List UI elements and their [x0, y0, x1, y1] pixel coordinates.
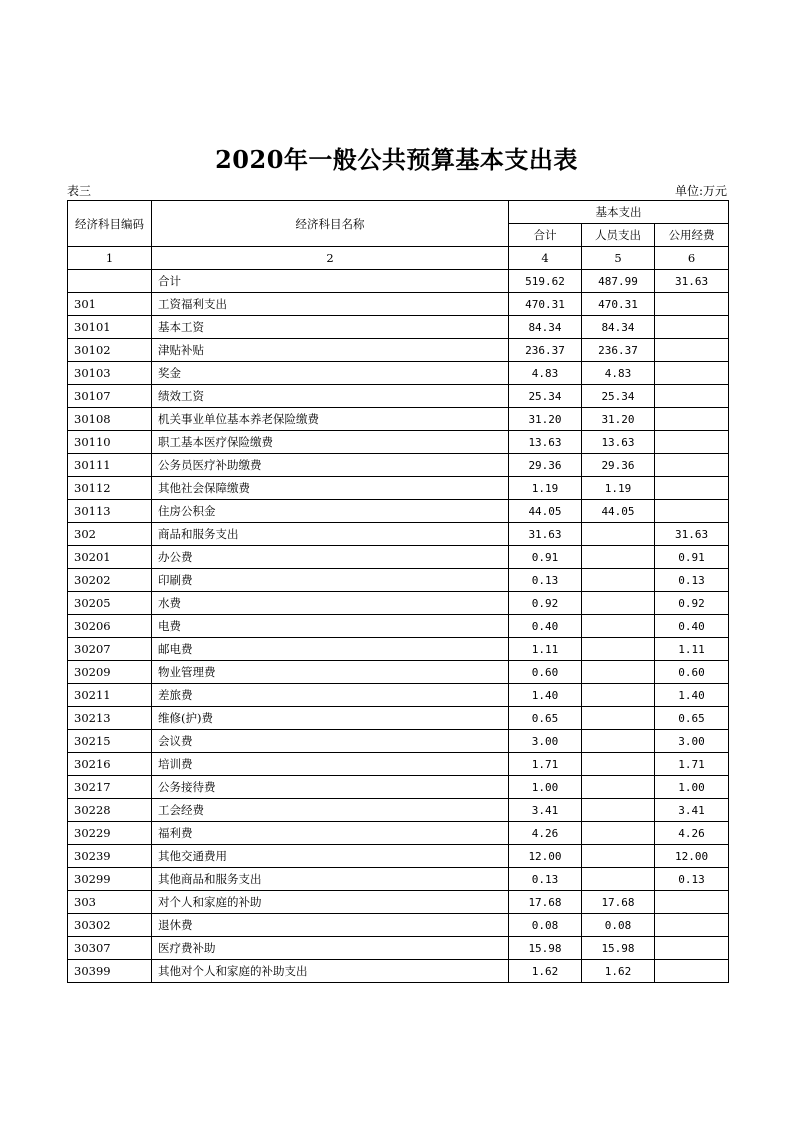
cell-public [655, 960, 729, 983]
cell-personnel [582, 523, 655, 546]
table-row [68, 638, 729, 661]
cell-name: 邮电费 [152, 638, 509, 661]
cell-public: 31.63 [655, 523, 729, 546]
cell-personnel [582, 753, 655, 776]
cell-total: 25.34 [509, 385, 582, 408]
cell-personnel [582, 799, 655, 822]
table-label: 表三 [67, 184, 92, 198]
cell-total: 4.83 [509, 362, 582, 385]
cell-public [655, 408, 729, 431]
cell-public [655, 385, 729, 408]
cell-personnel [582, 661, 655, 684]
cell-total: 12.00 [509, 845, 582, 868]
cell-name: 物业管理费 [152, 661, 509, 684]
cell-name: 会议费 [152, 730, 509, 753]
cell-total: 84.34 [509, 316, 582, 339]
cell-name: 公务接待费 [152, 776, 509, 799]
cell-public [655, 891, 729, 914]
table-row [68, 914, 729, 937]
table-row [68, 408, 729, 431]
cell-public: 0.13 [655, 569, 729, 592]
cell-public [655, 477, 729, 500]
cell-code: 30111 [68, 454, 152, 477]
cell-personnel: 15.98 [582, 937, 655, 960]
cell-total: 1.00 [509, 776, 582, 799]
cell-code: 301 [68, 293, 152, 316]
header-public: 公用经费 [655, 224, 729, 247]
table-row [68, 592, 729, 615]
cell-name: 津贴补贴 [152, 339, 509, 362]
page-title: 2020年一般公共预算基本支出表 [215, 145, 578, 174]
cell-name: 医疗费补助 [152, 937, 509, 960]
cell-code: 30103 [68, 362, 152, 385]
cell-code: 30209 [68, 661, 152, 684]
cell-public [655, 293, 729, 316]
cell-total: 44.05 [509, 500, 582, 523]
cell-personnel [582, 638, 655, 661]
index-code: 1 [68, 247, 152, 270]
cell-total: 1.11 [509, 638, 582, 661]
cell-total: 3.41 [509, 799, 582, 822]
budget-table [67, 200, 729, 983]
cell-code: 302 [68, 523, 152, 546]
cell-name: 电费 [152, 615, 509, 638]
cell-name: 合计 [152, 270, 509, 293]
cell-code: 30213 [68, 707, 152, 730]
cell-public [655, 316, 729, 339]
cell-personnel: 470.31 [582, 293, 655, 316]
cell-total: 1.62 [509, 960, 582, 983]
cell-code: 30207 [68, 638, 152, 661]
cell-name: 办公费 [152, 546, 509, 569]
cell-code: 30110 [68, 431, 152, 454]
table-row [68, 385, 729, 408]
cell-public: 1.00 [655, 776, 729, 799]
table-row [68, 316, 729, 339]
cell-public: 0.65 [655, 707, 729, 730]
cell-public: 4.26 [655, 822, 729, 845]
cell-code: 30216 [68, 753, 152, 776]
cell-name: 工资福利支出 [152, 293, 509, 316]
cell-personnel [582, 776, 655, 799]
cell-public [655, 937, 729, 960]
cell-personnel: 236.37 [582, 339, 655, 362]
cell-code: 30202 [68, 569, 152, 592]
header-row-1 [68, 201, 729, 224]
cell-total: 1.71 [509, 753, 582, 776]
cell-name: 工会经费 [152, 799, 509, 822]
cell-code: 30302 [68, 914, 152, 937]
table-body [68, 270, 729, 983]
cell-personnel [582, 822, 655, 845]
cell-personnel: 1.19 [582, 477, 655, 500]
cell-personnel [582, 615, 655, 638]
cell-code [68, 270, 152, 293]
cell-public: 0.60 [655, 661, 729, 684]
unit-label: 单位:万元 [674, 184, 727, 198]
table-row [68, 546, 729, 569]
cell-code: 30205 [68, 592, 152, 615]
table-row [68, 868, 729, 891]
table-row [68, 891, 729, 914]
cell-code: 303 [68, 891, 152, 914]
cell-total: 0.92 [509, 592, 582, 615]
cell-total: 3.00 [509, 730, 582, 753]
cell-personnel: 25.34 [582, 385, 655, 408]
cell-name: 机关事业单位基本养老保险缴费 [152, 408, 509, 431]
cell-code: 30299 [68, 868, 152, 891]
cell-personnel: 1.62 [582, 960, 655, 983]
cell-total: 13.63 [509, 431, 582, 454]
cell-public: 0.13 [655, 868, 729, 891]
cell-personnel: 0.08 [582, 914, 655, 937]
cell-name: 对个人和家庭的补助 [152, 891, 509, 914]
table-row [68, 270, 729, 293]
cell-personnel [582, 730, 655, 753]
cell-name: 福利费 [152, 822, 509, 845]
cell-total: 0.08 [509, 914, 582, 937]
cell-public [655, 431, 729, 454]
cell-total: 236.37 [509, 339, 582, 362]
table-row [68, 845, 729, 868]
header-name: 经济科目名称 [152, 201, 509, 247]
cell-total: 0.65 [509, 707, 582, 730]
cell-personnel: 31.20 [582, 408, 655, 431]
cell-public: 0.91 [655, 546, 729, 569]
cell-name: 培训费 [152, 753, 509, 776]
cell-name: 住房公积金 [152, 500, 509, 523]
cell-code: 30229 [68, 822, 152, 845]
cell-personnel [582, 684, 655, 707]
cell-personnel: 44.05 [582, 500, 655, 523]
header-index-row [68, 247, 729, 270]
cell-code: 30101 [68, 316, 152, 339]
table-row [68, 454, 729, 477]
table-row [68, 362, 729, 385]
index-name: 2 [152, 247, 509, 270]
cell-total: 31.20 [509, 408, 582, 431]
cell-personnel: 13.63 [582, 431, 655, 454]
cell-public: 3.00 [655, 730, 729, 753]
cell-name: 差旅费 [152, 684, 509, 707]
cell-code: 30112 [68, 477, 152, 500]
cell-public [655, 339, 729, 362]
table-row [68, 937, 729, 960]
cell-code: 30239 [68, 845, 152, 868]
cell-total: 31.63 [509, 523, 582, 546]
cell-public [655, 362, 729, 385]
cell-public: 12.00 [655, 845, 729, 868]
table-row [68, 684, 729, 707]
cell-total: 0.40 [509, 615, 582, 638]
cell-total: 1.19 [509, 477, 582, 500]
cell-total: 0.91 [509, 546, 582, 569]
table-row [68, 293, 729, 316]
index-personnel: 5 [582, 247, 655, 270]
table-row [68, 776, 729, 799]
table-row [68, 339, 729, 362]
cell-code: 30215 [68, 730, 152, 753]
cell-personnel [582, 592, 655, 615]
cell-code: 30217 [68, 776, 152, 799]
cell-personnel: 487.99 [582, 270, 655, 293]
cell-code: 30108 [68, 408, 152, 431]
cell-code: 30201 [68, 546, 152, 569]
index-public: 6 [655, 247, 729, 270]
cell-public [655, 914, 729, 937]
table-row [68, 960, 729, 983]
header-personnel: 人员支出 [582, 224, 655, 247]
cell-public: 3.41 [655, 799, 729, 822]
cell-name: 其他交通费用 [152, 845, 509, 868]
cell-code: 30307 [68, 937, 152, 960]
table-row [68, 707, 729, 730]
cell-code: 30211 [68, 684, 152, 707]
cell-personnel: 29.36 [582, 454, 655, 477]
table-row [68, 730, 729, 753]
cell-personnel [582, 868, 655, 891]
cell-name: 绩效工资 [152, 385, 509, 408]
cell-public: 1.11 [655, 638, 729, 661]
table-row [68, 799, 729, 822]
table-row [68, 661, 729, 684]
cell-total: 4.26 [509, 822, 582, 845]
table-row [68, 477, 729, 500]
cell-code: 30399 [68, 960, 152, 983]
table-row [68, 569, 729, 592]
cell-code: 30206 [68, 615, 152, 638]
table-row [68, 500, 729, 523]
cell-total: 17.68 [509, 891, 582, 914]
table-row [68, 753, 729, 776]
cell-code: 30113 [68, 500, 152, 523]
cell-personnel [582, 569, 655, 592]
cell-code: 30102 [68, 339, 152, 362]
cell-name: 维修(护)费 [152, 707, 509, 730]
cell-name: 基本工资 [152, 316, 509, 339]
index-total: 4 [509, 247, 582, 270]
header-basic: 基本支出 [509, 201, 729, 224]
cell-total: 1.40 [509, 684, 582, 707]
cell-name: 退休费 [152, 914, 509, 937]
cell-name: 其他对个人和家庭的补助支出 [152, 960, 509, 983]
cell-personnel: 4.83 [582, 362, 655, 385]
cell-total: 15.98 [509, 937, 582, 960]
table-row [68, 822, 729, 845]
table-row [68, 615, 729, 638]
table-row [68, 431, 729, 454]
cell-total: 0.60 [509, 661, 582, 684]
cell-total: 519.62 [509, 270, 582, 293]
cell-total: 0.13 [509, 569, 582, 592]
cell-total: 29.36 [509, 454, 582, 477]
cell-name: 其他商品和服务支出 [152, 868, 509, 891]
cell-personnel: 84.34 [582, 316, 655, 339]
cell-name: 奖金 [152, 362, 509, 385]
cell-public [655, 500, 729, 523]
cell-name: 其他社会保障缴费 [152, 477, 509, 500]
cell-total: 470.31 [509, 293, 582, 316]
cell-personnel [582, 546, 655, 569]
cell-public: 0.40 [655, 615, 729, 638]
cell-public: 1.71 [655, 753, 729, 776]
cell-personnel [582, 845, 655, 868]
cell-public: 31.63 [655, 270, 729, 293]
cell-name: 职工基本医疗保险缴费 [152, 431, 509, 454]
cell-personnel: 17.68 [582, 891, 655, 914]
header-code: 经济科目编码 [68, 201, 152, 247]
cell-public: 1.40 [655, 684, 729, 707]
cell-public [655, 454, 729, 477]
header-total: 合计 [509, 224, 582, 247]
cell-name: 公务员医疗补助缴费 [152, 454, 509, 477]
cell-code: 30107 [68, 385, 152, 408]
cell-name: 水费 [152, 592, 509, 615]
cell-total: 0.13 [509, 868, 582, 891]
cell-public: 0.92 [655, 592, 729, 615]
cell-name: 商品和服务支出 [152, 523, 509, 546]
cell-name: 印刷费 [152, 569, 509, 592]
table-row [68, 523, 729, 546]
cell-personnel [582, 707, 655, 730]
cell-code: 30228 [68, 799, 152, 822]
